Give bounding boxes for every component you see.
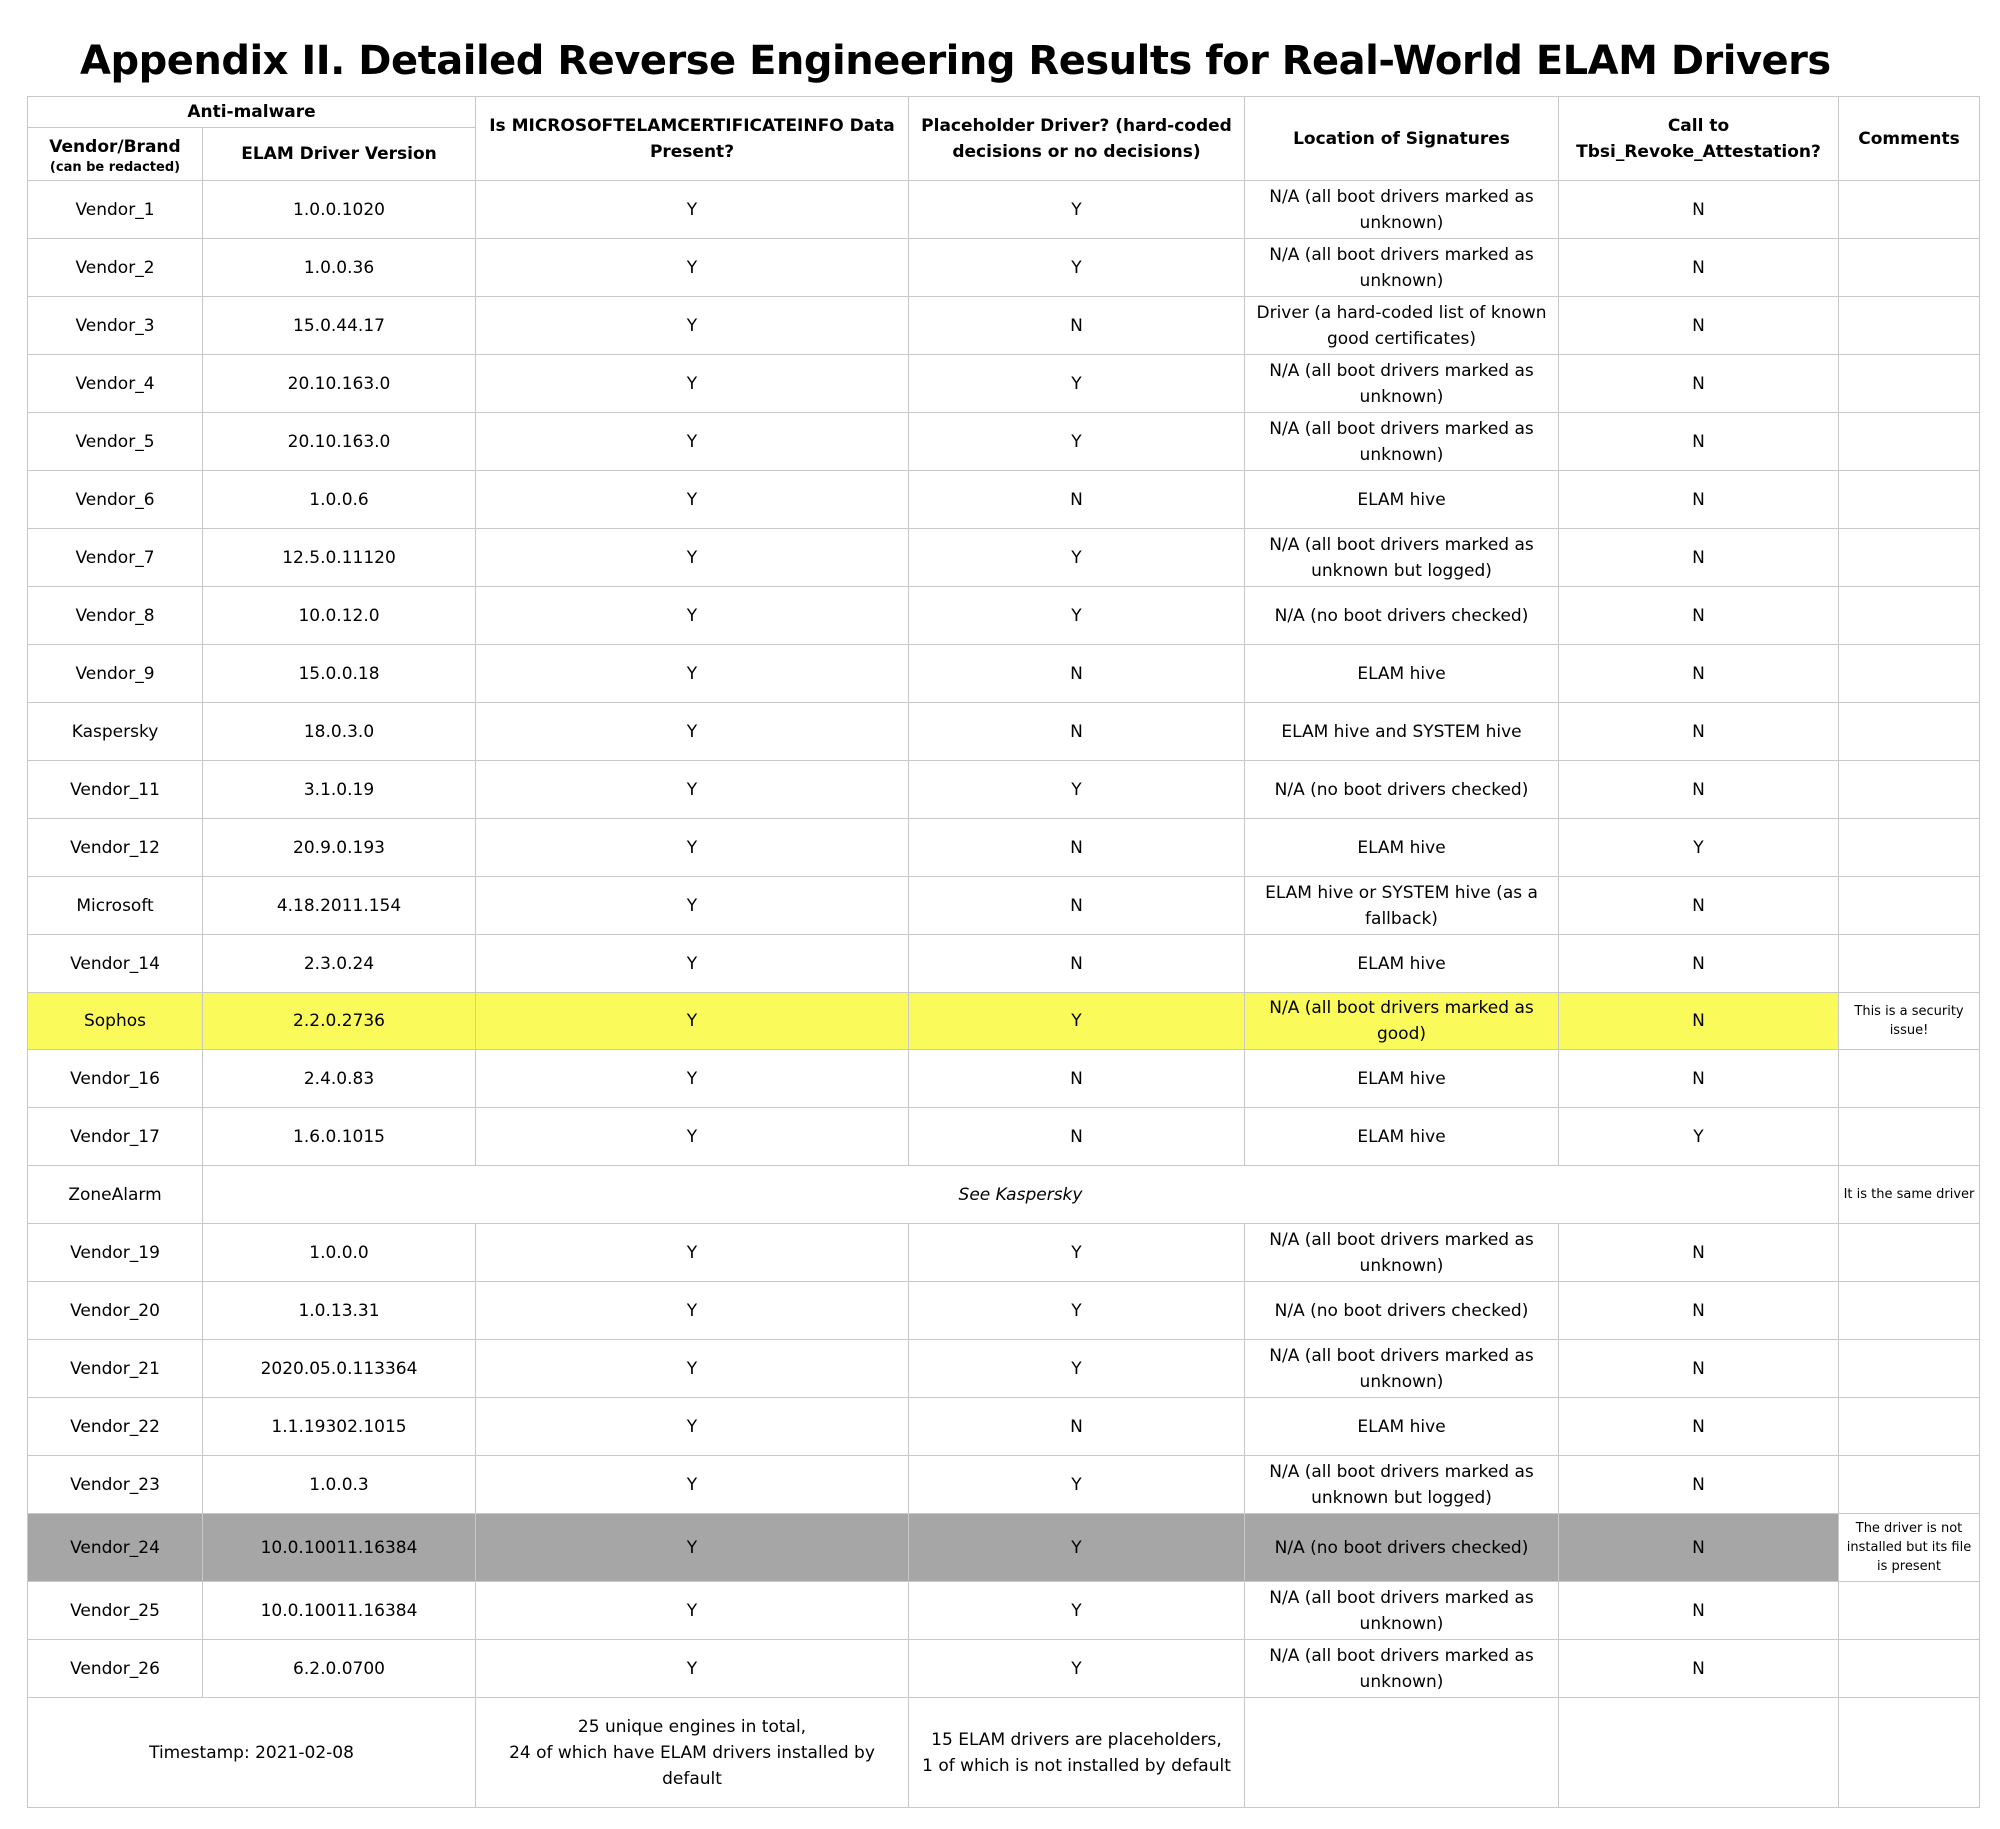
version-cell: 1.6.0.1015 <box>203 1108 476 1166</box>
table-row <box>28 993 1980 1050</box>
certinfo-cell: Y <box>476 645 909 703</box>
certinfo-cell: Y <box>476 1108 909 1166</box>
comment-cell <box>1839 355 1980 413</box>
location-cell: N/A (all boot drivers marked as unknown) <box>1245 1340 1559 1398</box>
table-row <box>28 1108 1980 1166</box>
certinfo-header: Is MICROSOFTELAMCERTIFICATEINFO Data Present? <box>476 97 909 181</box>
placeholder-cell: Y <box>909 1224 1245 1282</box>
table-row <box>28 1456 1980 1514</box>
vendor-cell: Sophos <box>28 993 203 1050</box>
placeholder-header: Placeholder Driver? (hard-coded decisions or no decisions) <box>909 97 1245 181</box>
revoke-cell: N <box>1559 993 1839 1050</box>
vendor-cell: Vendor_3 <box>28 297 203 355</box>
location-header: Location of Signatures <box>1245 97 1559 181</box>
certinfo-cell: Y <box>476 1282 909 1340</box>
version-cell: 1.0.13.31 <box>203 1282 476 1340</box>
certinfo-cell: Y <box>476 355 909 413</box>
location-cell: ELAM hive <box>1245 645 1559 703</box>
comment-cell <box>1839 1050 1980 1108</box>
vendor-cell: ZoneAlarm <box>28 1166 203 1224</box>
revoke-cell: N <box>1559 529 1839 587</box>
table-row <box>28 181 1980 239</box>
table-row <box>28 1166 1980 1224</box>
certinfo-cell: Y <box>476 1514 909 1582</box>
vendor-cell: Vendor_26 <box>28 1640 203 1698</box>
anti-malware-group-header: Anti-malware <box>28 97 476 128</box>
revoke-cell: N <box>1559 297 1839 355</box>
comment-cell <box>1839 819 1980 877</box>
revoke-cell: Y <box>1559 1108 1839 1166</box>
placeholder-cell: Y <box>909 1340 1245 1398</box>
placeholder-cell: N <box>909 297 1245 355</box>
comment-cell <box>1839 645 1980 703</box>
version-cell: 1.0.0.1020 <box>203 181 476 239</box>
version-cell: 15.0.44.17 <box>203 297 476 355</box>
certinfo-cell: Y <box>476 993 909 1050</box>
table-row <box>28 761 1980 819</box>
placeholder-cell: Y <box>909 993 1245 1050</box>
vendor-header <box>28 128 203 181</box>
location-cell: ELAM hive and SYSTEM hive <box>1245 703 1559 761</box>
vendor-cell: Vendor_1 <box>28 181 203 239</box>
location-cell: N/A (no boot drivers checked) <box>1245 1514 1559 1582</box>
vendor-cell: Vendor_5 <box>28 413 203 471</box>
certinfo-cell: Y <box>476 1398 909 1456</box>
elam-results-table <box>27 96 1980 1808</box>
comment-cell <box>1839 587 1980 645</box>
certinfo-cell: Y <box>476 1340 909 1398</box>
placeholder-cell: N <box>909 471 1245 529</box>
vendor-cell: Vendor_7 <box>28 529 203 587</box>
vendor-cell: Vendor_16 <box>28 1050 203 1108</box>
comment-cell <box>1839 181 1980 239</box>
placeholder-cell: N <box>909 935 1245 993</box>
version-cell: 2020.05.0.113364 <box>203 1340 476 1398</box>
version-cell: 10.0.10011.16384 <box>203 1582 476 1640</box>
placeholder-cell: Y <box>909 761 1245 819</box>
see-reference-cell: See Kaspersky <box>203 1166 1839 1224</box>
table-row <box>28 587 1980 645</box>
vendor-cell: Vendor_22 <box>28 1398 203 1456</box>
certinfo-cell: Y <box>476 1582 909 1640</box>
placeholders-summary-line2: 1 of which is not installed by default <box>922 1755 1231 1776</box>
comment-cell <box>1839 239 1980 297</box>
revoke-header: Call to Tbsi_Revoke_Attestation? <box>1559 97 1839 181</box>
certinfo-cell: Y <box>476 1640 909 1698</box>
table-row <box>28 877 1980 935</box>
comment-cell <box>1839 471 1980 529</box>
location-cell: Driver (a hard-coded list of known good certificates) <box>1245 297 1559 355</box>
certinfo-cell: Y <box>476 529 909 587</box>
vendor-cell: Vendor_8 <box>28 587 203 645</box>
placeholder-cell: N <box>909 1050 1245 1108</box>
revoke-cell: N <box>1559 1514 1839 1582</box>
location-cell: ELAM hive or SYSTEM hive (as a fallback) <box>1245 877 1559 935</box>
version-cell: 2.3.0.24 <box>203 935 476 993</box>
placeholder-cell: Y <box>909 239 1245 297</box>
location-cell: ELAM hive <box>1245 935 1559 993</box>
certinfo-cell: Y <box>476 181 909 239</box>
comment-cell <box>1839 1108 1980 1166</box>
version-cell: 6.2.0.0700 <box>203 1640 476 1698</box>
comment-cell <box>1839 1640 1980 1698</box>
table-row <box>28 239 1980 297</box>
revoke-cell: N <box>1559 1224 1839 1282</box>
vendor-header-sub: (can be redacted) <box>49 159 181 175</box>
revoke-cell: N <box>1559 587 1839 645</box>
revoke-cell: N <box>1559 761 1839 819</box>
version-cell: 1.0.0.6 <box>203 471 476 529</box>
table-body <box>28 181 1980 1698</box>
comment-cell <box>1839 877 1980 935</box>
placeholder-cell: Y <box>909 181 1245 239</box>
version-cell: 2.2.0.2736 <box>203 993 476 1050</box>
certinfo-cell: Y <box>476 1050 909 1108</box>
comment-cell <box>1839 1224 1980 1282</box>
table-row <box>28 471 1980 529</box>
version-cell: 18.0.3.0 <box>203 703 476 761</box>
location-cell: N/A (all boot drivers marked as good) <box>1245 993 1559 1050</box>
placeholder-cell: N <box>909 645 1245 703</box>
version-cell: 3.1.0.19 <box>203 761 476 819</box>
placeholder-cell: Y <box>909 1582 1245 1640</box>
location-cell: ELAM hive <box>1245 1398 1559 1456</box>
location-cell: N/A (all boot drivers marked as unknown) <box>1245 239 1559 297</box>
table-row <box>28 529 1980 587</box>
vendor-cell: Kaspersky <box>28 703 203 761</box>
location-cell: N/A (no boot drivers checked) <box>1245 761 1559 819</box>
comment-cell <box>1839 297 1980 355</box>
revoke-cell: N <box>1559 645 1839 703</box>
revoke-cell: N <box>1559 877 1839 935</box>
revoke-cell: N <box>1559 1640 1839 1698</box>
table-row <box>28 297 1980 355</box>
revoke-cell: N <box>1559 935 1839 993</box>
location-cell: N/A (no boot drivers checked) <box>1245 587 1559 645</box>
table-row <box>28 1582 1980 1640</box>
revoke-cell: N <box>1559 1398 1839 1456</box>
certinfo-cell: Y <box>476 819 909 877</box>
location-cell: N/A (no boot drivers checked) <box>1245 1282 1559 1340</box>
comment-cell <box>1839 413 1980 471</box>
table-row <box>28 1398 1980 1456</box>
revoke-cell: N <box>1559 1050 1839 1108</box>
table-row <box>28 1640 1980 1698</box>
location-cell: ELAM hive <box>1245 1108 1559 1166</box>
revoke-cell: N <box>1559 1282 1839 1340</box>
page-title: Appendix II. Detailed Reverse Engineering Results for Real-World ELAM Drivers <box>80 38 1831 84</box>
table-row <box>28 413 1980 471</box>
version-cell: 1.1.19302.1015 <box>203 1398 476 1456</box>
comment-cell <box>1839 1398 1980 1456</box>
version-cell: 10.0.10011.16384 <box>203 1514 476 1582</box>
version-cell: 20.10.163.0 <box>203 413 476 471</box>
revoke-cell: N <box>1559 1582 1839 1640</box>
placeholder-cell: Y <box>909 1640 1245 1698</box>
revoke-cell: N <box>1559 413 1839 471</box>
revoke-cell: N <box>1559 471 1839 529</box>
footer-empty-cell <box>1559 1698 1839 1808</box>
comment-cell <box>1839 761 1980 819</box>
engines-summary-line1: 25 unique engines in total, <box>577 1716 807 1737</box>
location-cell: N/A (all boot drivers marked as unknown) <box>1245 181 1559 239</box>
version-cell: 20.9.0.193 <box>203 819 476 877</box>
comment-cell <box>1839 1282 1980 1340</box>
engines-summary <box>476 1698 909 1808</box>
placeholder-cell: Y <box>909 1456 1245 1514</box>
table-row <box>28 1514 1980 1582</box>
revoke-cell: N <box>1559 1340 1839 1398</box>
placeholder-cell: Y <box>909 1514 1245 1582</box>
placeholder-cell: N <box>909 1108 1245 1166</box>
certinfo-cell: Y <box>476 935 909 993</box>
comment-cell <box>1839 1340 1980 1398</box>
location-cell: N/A (all boot drivers marked as unknown) <box>1245 1224 1559 1282</box>
placeholder-cell: N <box>909 1398 1245 1456</box>
vendor-cell: Vendor_14 <box>28 935 203 993</box>
placeholder-cell: N <box>909 877 1245 935</box>
table-row <box>28 645 1980 703</box>
vendor-cell: Vendor_21 <box>28 1340 203 1398</box>
certinfo-cell: Y <box>476 703 909 761</box>
location-cell: N/A (all boot drivers marked as unknown) <box>1245 1582 1559 1640</box>
footer-empty-cell <box>1245 1698 1559 1808</box>
table-row <box>28 1340 1980 1398</box>
vendor-cell: Vendor_2 <box>28 239 203 297</box>
placeholder-cell: Y <box>909 413 1245 471</box>
footer-empty-cell <box>1839 1698 1980 1808</box>
placeholder-cell: Y <box>909 529 1245 587</box>
vendor-cell: Vendor_23 <box>28 1456 203 1514</box>
table-row <box>28 1224 1980 1282</box>
certinfo-cell: Y <box>476 297 909 355</box>
certinfo-cell: Y <box>476 1224 909 1282</box>
placeholders-summary-line1: 15 ELAM drivers are placeholders, <box>931 1729 1222 1750</box>
version-cell: 2.4.0.83 <box>203 1050 476 1108</box>
comment-cell: This is a security issue! <box>1839 993 1980 1050</box>
location-cell: N/A (all boot drivers marked as unknown but logged) <box>1245 1456 1559 1514</box>
version-cell: 1.0.0.0 <box>203 1224 476 1282</box>
vendor-cell: Vendor_12 <box>28 819 203 877</box>
comments-header: Comments <box>1839 97 1980 181</box>
version-cell: 1.0.0.3 <box>203 1456 476 1514</box>
revoke-cell: N <box>1559 239 1839 297</box>
vendor-cell: Vendor_9 <box>28 645 203 703</box>
certinfo-cell: Y <box>476 239 909 297</box>
certinfo-cell: Y <box>476 471 909 529</box>
revoke-cell: N <box>1559 1456 1839 1514</box>
vendor-cell: Vendor_17 <box>28 1108 203 1166</box>
revoke-cell: Y <box>1559 819 1839 877</box>
table-row <box>28 703 1980 761</box>
placeholders-summary <box>909 1698 1245 1808</box>
location-cell: ELAM hive <box>1245 1050 1559 1108</box>
table-row <box>28 935 1980 993</box>
revoke-cell: N <box>1559 181 1839 239</box>
vendor-cell: Vendor_19 <box>28 1224 203 1282</box>
vendor-header-label: Vendor/Brand <box>49 136 181 157</box>
placeholder-cell: Y <box>909 587 1245 645</box>
placeholder-cell: N <box>909 819 1245 877</box>
comment-cell: It is the same driver <box>1839 1166 1980 1224</box>
vendor-cell: Microsoft <box>28 877 203 935</box>
revoke-cell: N <box>1559 355 1839 413</box>
version-cell: 10.0.12.0 <box>203 587 476 645</box>
revoke-cell: N <box>1559 703 1839 761</box>
version-header: ELAM Driver Version <box>203 128 476 181</box>
certinfo-cell: Y <box>476 1456 909 1514</box>
comment-cell <box>1839 703 1980 761</box>
certinfo-cell: Y <box>476 587 909 645</box>
version-cell: 20.10.163.0 <box>203 355 476 413</box>
version-cell: 1.0.0.36 <box>203 239 476 297</box>
table-row <box>28 1282 1980 1340</box>
table-row <box>28 819 1980 877</box>
version-cell: 15.0.0.18 <box>203 645 476 703</box>
engines-summary-line2: 24 of which have ELAM drivers installed by default <box>509 1742 875 1789</box>
comment-cell <box>1839 935 1980 993</box>
vendor-cell: Vendor_6 <box>28 471 203 529</box>
version-cell: 12.5.0.11120 <box>203 529 476 587</box>
location-cell: ELAM hive <box>1245 471 1559 529</box>
certinfo-cell: Y <box>476 413 909 471</box>
comment-cell <box>1839 1582 1980 1640</box>
vendor-cell: Vendor_4 <box>28 355 203 413</box>
vendor-cell: Vendor_24 <box>28 1514 203 1582</box>
placeholder-cell: Y <box>909 1282 1245 1340</box>
comment-cell: The driver is not installed but its file is present <box>1839 1514 1980 1582</box>
certinfo-cell: Y <box>476 877 909 935</box>
comment-cell <box>1839 1456 1980 1514</box>
vendor-cell: Vendor_20 <box>28 1282 203 1340</box>
timestamp: Timestamp: 2021-02-08 <box>28 1698 476 1808</box>
location-cell: N/A (all boot drivers marked as unknown but logged) <box>1245 529 1559 587</box>
vendor-cell: Vendor_11 <box>28 761 203 819</box>
placeholder-cell: Y <box>909 355 1245 413</box>
placeholder-cell: N <box>909 703 1245 761</box>
version-cell: 4.18.2011.154 <box>203 877 476 935</box>
comment-cell <box>1839 529 1980 587</box>
certinfo-cell: Y <box>476 761 909 819</box>
table-row <box>28 1050 1980 1108</box>
footer-row <box>28 1698 1980 1808</box>
location-cell: ELAM hive <box>1245 819 1559 877</box>
location-cell: N/A (all boot drivers marked as unknown) <box>1245 1640 1559 1698</box>
table-row <box>28 355 1980 413</box>
location-cell: N/A (all boot drivers marked as unknown) <box>1245 355 1559 413</box>
vendor-cell: Vendor_25 <box>28 1582 203 1640</box>
location-cell: N/A (all boot drivers marked as unknown) <box>1245 413 1559 471</box>
